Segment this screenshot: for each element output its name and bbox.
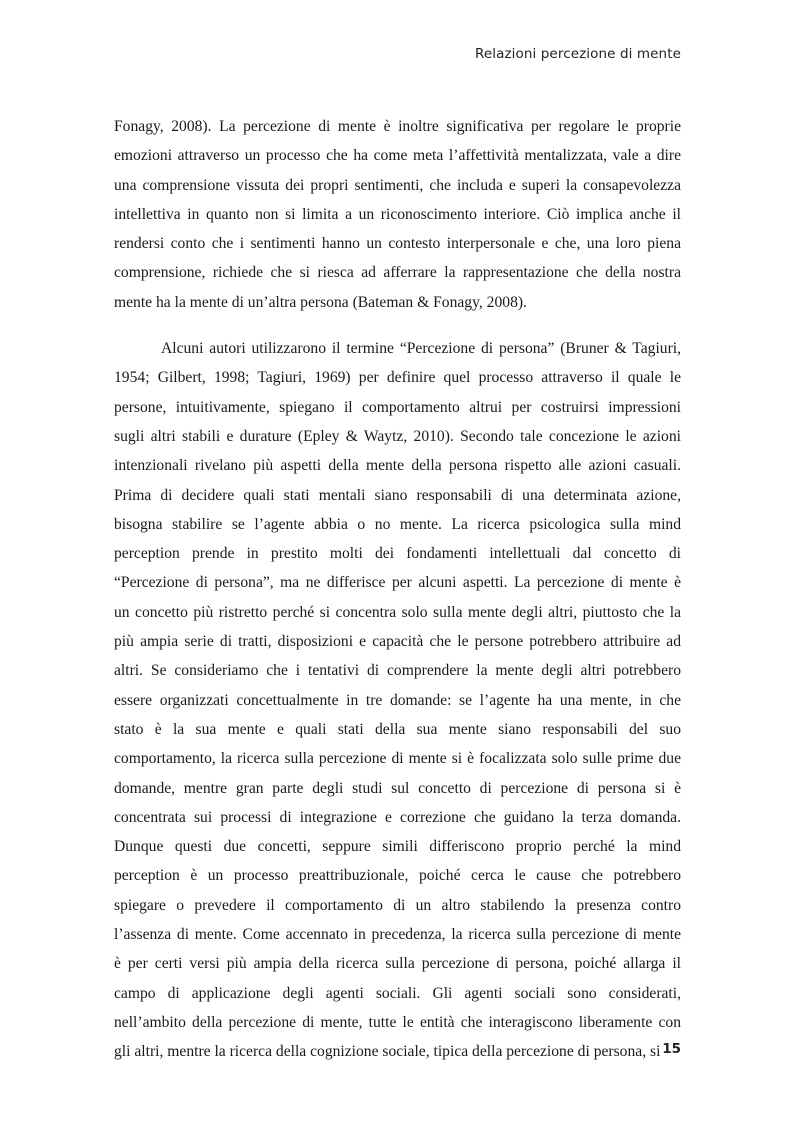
text-line: Fonagy, 2008). La percezione di mente è inoltre significativa per regolare le proprie xyxy=(114,118,681,135)
text-line: altri. Se consideriamo che i tentativi di comprendere la mente degli altri potrebbero xyxy=(114,662,681,680)
text-line: emozioni attraverso un processo che ha come meta l’affettività mentalizzata, vale a dire xyxy=(114,147,681,165)
text-line: gli altri, mentre la ricerca della cognizione sociale, tipica della percezione di persona, si xyxy=(114,1043,661,1061)
text-line: rendersi conto che i sentimenti hanno un contesto interpersonale e che, una loro piena xyxy=(114,235,681,253)
text-line: un concetto più ristretto perché si concentra solo sulla mente degli altri, piuttosto che la xyxy=(114,603,681,621)
text-line: nell’ambito della percezione di mente, tutte le entità che interagiscono liberamente con xyxy=(114,1013,681,1031)
paragraph xyxy=(114,112,681,317)
text-line: bisogna stabilire se l’agente abbia o no mente. La ricerca psicologica sulla mind xyxy=(114,515,681,533)
text-line: Prima di decidere quali stati mentali siano responsabili di una determinata azione, xyxy=(114,486,681,504)
text-line: concentrata sui processi di integrazione e correzione che guidano la terza domanda. xyxy=(114,808,681,826)
text-line: mente ha la mente di un’altra persona (Bateman & Fonagy, 2008). xyxy=(114,293,527,311)
text-line: perception prende in prestito molti dei fondamenti intellettuali dal concetto di xyxy=(114,545,681,563)
text-line: 1954; Gilbert, 1998; Tagiuri, 1969) per definire quel processo attraverso il quale le xyxy=(114,369,681,387)
text-line: intellettiva in quanto non si limita a un riconoscimento interiore. Ciò implica anche il xyxy=(114,205,681,223)
text-line: più ampia serie di tratti, disposizioni e capacità che le persone potrebbero attribuire ad xyxy=(114,633,681,651)
text-line: l’assenza di mente. Come accennato in precedenza, la ricerca sulla percezione di mente xyxy=(114,926,681,944)
text-line: “Percezione di persona”, ma ne differisce per alcuni aspetti. La percezione di mente è xyxy=(114,574,681,592)
document-body xyxy=(114,112,681,1067)
running-title: Relazioni percezione di mente xyxy=(474,46,681,62)
text-line: è per certi versi più ampia della ricerca sulla percezione di persona, poiché allarga il xyxy=(114,955,681,973)
text-line: una comprensione vissuta dei propri sentimenti, che includa e superi la consapevolezza xyxy=(114,176,681,194)
paragraph xyxy=(114,334,681,1066)
text-line: campo di applicazione degli agenti sociali. Gli agenti sociali sono considerati, xyxy=(114,984,681,1002)
text-line: comprensione, richiede che si riesca ad afferrare la rappresentazione che della nostra xyxy=(114,264,681,282)
text-line: persone, intuitivamente, spiegano il comportamento altrui per costruirsi impressioni xyxy=(114,398,681,416)
text-line: essere organizzati concettualmente in tre domande: se l’agente ha una mente, in che xyxy=(114,691,681,709)
text-line: stato è la sua mente e quali stati della sua mente siano responsabili del suo xyxy=(114,720,681,738)
text-line: sugli altri stabili e durature (Epley & Waytz, 2010). Secondo tale concezione le azioni xyxy=(114,427,681,445)
text-line: Alcuni autori utilizzarono il termine “Percezione di persona” (Bruner & Tagiuri, xyxy=(161,340,681,358)
page-number: 15 xyxy=(662,1041,681,1057)
text-line: domande, mentre gran parte degli studi sul concetto di percezione di persona si è xyxy=(114,779,681,797)
text-line: intenzionali rivelano più aspetti della mente della persona rispetto alle azioni casuali. xyxy=(114,457,681,475)
text-line: comportamento, la ricerca sulla percezione di mente si è focalizzata solo sulle prime due xyxy=(114,750,681,768)
text-line: perception è un processo preattribuzionale, poiché cerca le cause che potrebbero xyxy=(114,867,681,885)
text-line: Dunque questi due concetti, seppure simili differiscono proprio perché la mind xyxy=(114,838,681,856)
text-line: spiegare o prevedere il comportamento di un altro stabilendo la presenza contro xyxy=(114,896,681,914)
